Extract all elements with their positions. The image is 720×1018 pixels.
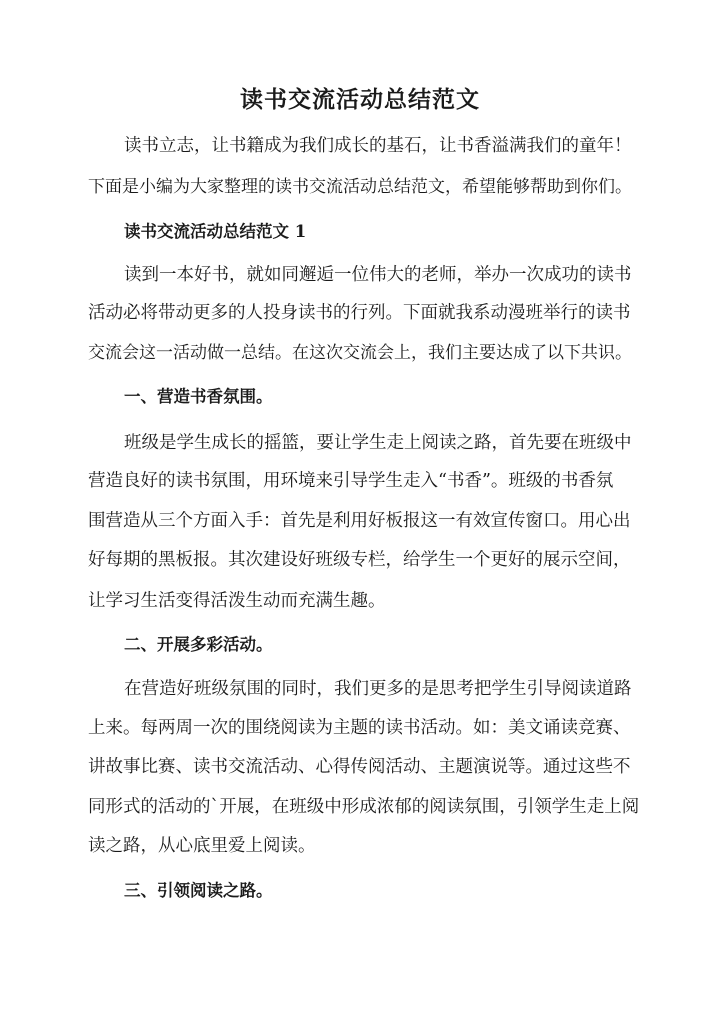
paragraph-line: 让学习生活变得活泼生动而充满生趣。 bbox=[88, 591, 386, 611]
paragraph-line: 上来。每两周一次的围绕阅读为主题的读书活动。如：美文诵读竞赛、 bbox=[88, 718, 631, 738]
paragraph-line: 读到一本好书，就如同邂逅一位伟大的老师，举办一次成功的读书 bbox=[124, 265, 632, 285]
paragraph-line: 讲故事比赛、读书交流活动、心得传阅活动、主题演说等。通过这些不 bbox=[88, 757, 631, 777]
section-heading: 二、开展多彩活动。 bbox=[124, 635, 273, 654]
section-heading: 三、引领阅读之路。 bbox=[124, 881, 273, 900]
paragraph-line: 在营造好班级氛围的同时，我们更多的是思考把学生引导阅读道路 bbox=[124, 679, 632, 699]
paragraph-line: 好每期的黑板报。其次建设好班级专栏，给学生一个更好的展示空间， bbox=[88, 550, 631, 570]
paragraph-line: 读之路，从心底里爱上阅读。 bbox=[88, 836, 316, 856]
paragraph-line: 营造良好的读书氛围，用环境来引导学生走入“书香”。班级的书香氛 bbox=[88, 471, 614, 491]
intro-line: 读书立志，让书籍成为我们成长的基石，让书香溢满我们的童年！ bbox=[124, 136, 632, 156]
paragraph-line: 班级是学生成长的摇篮，要让学生走上阅读之路，首先要在班级中 bbox=[124, 433, 632, 453]
paragraph-line: 交流会这一活动做一总结。在这次交流会上，我们主要达成了以下共识。 bbox=[88, 343, 632, 363]
intro-line: 下面是小编为大家整理的读书交流活动总结范文，希望能够帮助到你们。 bbox=[88, 177, 632, 197]
section-heading: 一、营造书香氛围。 bbox=[124, 387, 273, 406]
paragraph-line: 围营造从三个方面入手：首先是利用好板报这一有效宣传窗口。用心出 bbox=[88, 511, 631, 531]
paragraph-line: 活动必将带动更多的人投身读书的行列。下面就我系动漫班举行的读书 bbox=[88, 303, 631, 323]
article-heading: 读书交流活动总结范文 1 bbox=[124, 222, 307, 241]
paragraph-line: 同形式的活动的`开展，在班级中形成浓郁的阅读氛围，引领学生走上阅 bbox=[88, 797, 640, 817]
document-title: 读书交流活动总结范文 bbox=[240, 86, 480, 113]
